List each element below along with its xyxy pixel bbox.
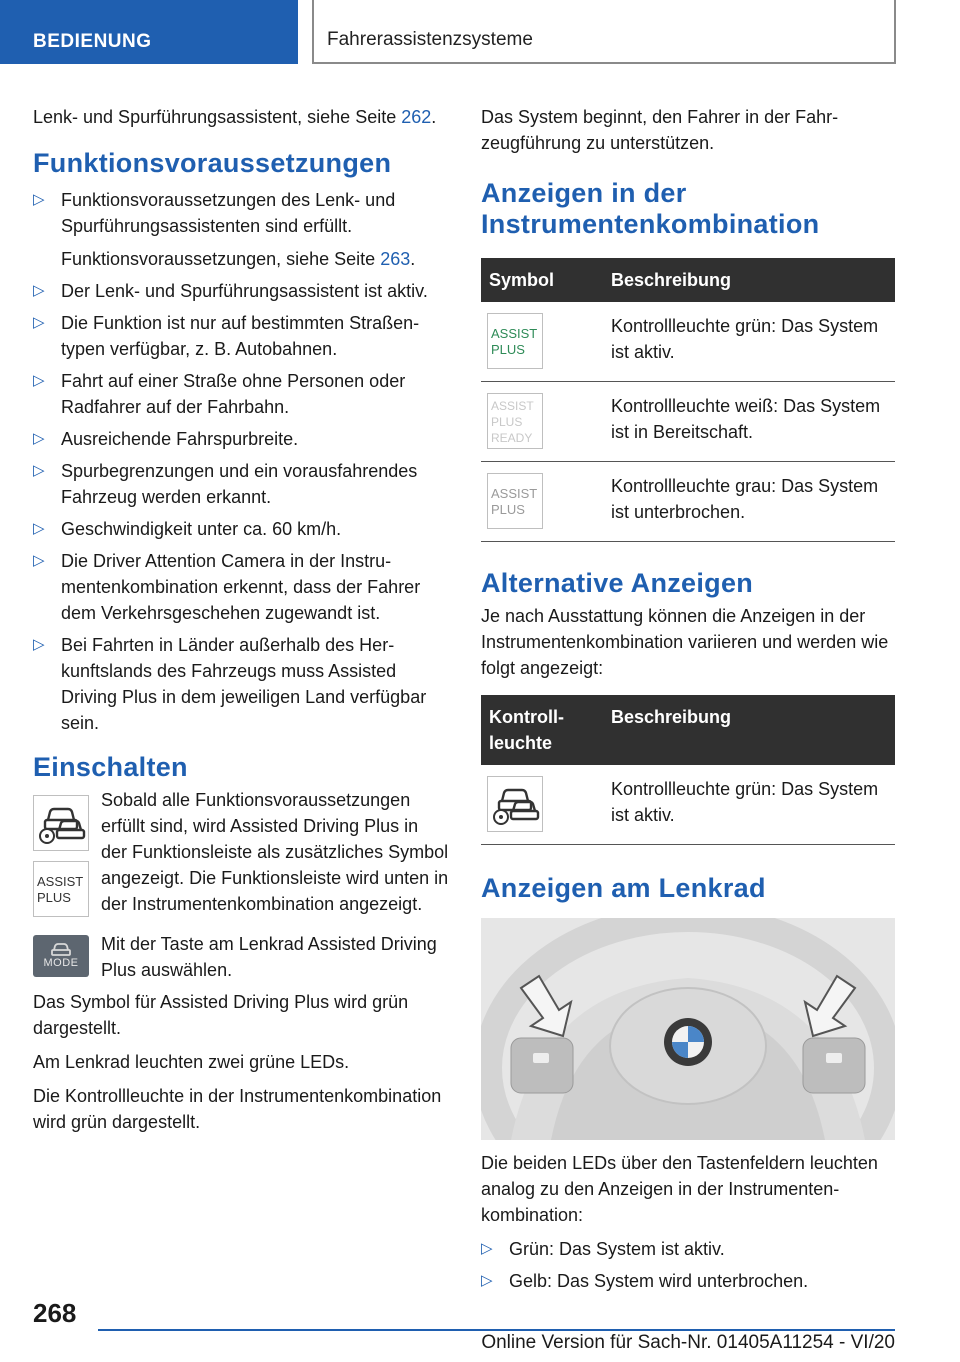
requirements-list [33, 187, 449, 736]
heading-alternative: Alternative Anzeigen [481, 568, 754, 598]
list-item-text: Funktionsvoraussetzungen des Lenk- und Spurführungsassistenten sind erfüllt. [61, 190, 396, 236]
page-link-263[interactable]: 263 [380, 249, 411, 269]
assist-text: ASSIST [491, 399, 534, 413]
list-item-text: Spurbegrenzungen und ein vorausfahrendes Fahrzeug werden erkannt. [61, 461, 418, 507]
footer-rule [98, 1329, 895, 1331]
description-cell: Kontrollleuchte grün: Das System ist aktiv. [603, 302, 895, 382]
col-symbol: Symbol [481, 258, 603, 302]
col-kontrollleuchte: Kontrollleuchte [481, 695, 603, 765]
led-list [481, 1236, 895, 1294]
assisted-driving-car-icon [487, 776, 543, 832]
triangle-bullet-icon: ▷ [33, 191, 45, 208]
heading-einschalten: Einschalten [33, 752, 188, 782]
page-link-262[interactable]: 262 [401, 107, 432, 127]
heading-lenkrad: Anzeigen am Lenkrad [481, 873, 766, 903]
symbol-cell [481, 382, 603, 462]
table-row [481, 765, 895, 845]
assist-plus-icon [33, 861, 89, 917]
intro-end: . [431, 107, 437, 127]
mode-label: MODE [43, 956, 79, 969]
plus-text: PLUS [491, 502, 525, 517]
list-item [33, 426, 449, 452]
list-item-text: Die Driver Attention Camera in der Instrumentenkombination erkennt, dass der Fahrer dem Verkehrsgeschehen zugewandt ist. [61, 551, 421, 623]
left-column [33, 104, 449, 1143]
ready-text: READY [491, 431, 533, 445]
mode-button-icon [33, 935, 89, 977]
list-item [33, 310, 449, 362]
list-item-sub [61, 246, 449, 272]
sub-text: Funktionsvoraussetzungen, siehe Seite [61, 249, 381, 269]
list-item-text: Geschwindigkeit unter ca. 60 km/h. [61, 519, 342, 539]
list-item [33, 278, 449, 304]
table-row [481, 462, 895, 542]
list-item [33, 187, 449, 272]
list-item [33, 632, 449, 736]
right-column [481, 104, 895, 1300]
intro-paragraph: Das System beginnt, den Fahrer in der Fahrzeugführung zu unterstützen. [481, 107, 839, 153]
heading-anzeigen: Anzeigen in der Instrumentenkombination [481, 178, 820, 239]
mode-text: Mit der Taste am Lenkrad Assisted Driving Plus auswählen. [101, 934, 437, 980]
mode-block [33, 931, 449, 983]
assist-plus-grey-icon [487, 473, 543, 529]
paragraph: Am Lenkrad leuchten zwei grüne LEDs. [33, 1052, 350, 1072]
einschalten-icons [33, 787, 89, 917]
alternative-text: Je nach Ausstattung können die Anzeigen in der Instrumentenkombination variieren und werden wie folgt angezeigt: [481, 606, 889, 678]
indicator-table [481, 258, 895, 542]
symbol-cell [481, 462, 603, 542]
table-row [481, 302, 895, 382]
section-title: BEDIENUNG [33, 31, 152, 52]
paragraph: Das Symbol für Assisted Driving Plus wird grün dargestellt. [33, 992, 409, 1038]
description-cell: Kontrollleuchte grau: Das System ist unterbrochen. [603, 462, 895, 542]
triangle-bullet-icon: ▷ [481, 1272, 493, 1289]
list-item [33, 368, 449, 420]
assist-plus-green-icon [487, 313, 543, 369]
plus-text: PLUS [491, 342, 525, 357]
page-number: 268 [33, 1298, 77, 1328]
lenkrad-text: Die beiden LEDs über den Tastenfeldern leuchten analog zu den Anzeigen in der Instrumentenkombination: [481, 1153, 878, 1225]
list-item [481, 1268, 895, 1294]
paragraph: Die Kontrollleuchte in der Instrumentenkombination wird grün dargestellt. [33, 1086, 442, 1132]
steering-wheel-image [481, 918, 895, 1140]
chapter-tab [312, 0, 896, 64]
einschalten-text: Sobald alle Funktionsvoraussetzungen erfüllt sind, wird Assisted Driving Plus in der Funktionsleiste als zusätzliches Symbol angezeigt. Die Funktionsleiste wird unten in der Instrumentenkombination angezeigt. [101, 790, 449, 914]
list-item-text: Ausreichende Fahrspurbreite. [61, 429, 299, 449]
list-item-text: Bei Fahrten in Länder außerhalb des Herkunftslands des Fahrzeugs muss Assisted Driving Plus in dem jeweiligen Land verfügbar sein. [61, 635, 427, 733]
list-item-text: Grün: Das System ist aktiv. [509, 1239, 725, 1259]
plus-text: PLUS [491, 415, 523, 429]
list-item-text: Gelb: Das System wird unterbrochen. [509, 1271, 809, 1291]
triangle-bullet-icon: ▷ [33, 430, 45, 447]
assist-text: ASSIST [491, 486, 538, 501]
intro-paragraph [33, 104, 449, 130]
table-row [481, 382, 895, 462]
description-cell: Kontrollleuchte grün: Das System ist aktiv. [603, 765, 895, 845]
plus-text: PLUS [37, 890, 71, 905]
intro-text: Lenk- und Spurführungsassistent, siehe Seite [33, 107, 402, 127]
alternative-table [481, 695, 895, 845]
triangle-bullet-icon: ▷ [33, 520, 45, 537]
list-item-text: Fahrt auf einer Straße ohne Personen oder Radfahrer auf der Fahrbahn. [61, 371, 406, 417]
symbol-cell [481, 302, 603, 382]
assist-text: ASSIST [37, 874, 84, 889]
symbol-cell [481, 765, 603, 845]
list-item-text: Die Funktion ist nur auf bestimmten Straßentypen verfügbar, z. B. Autobahnen. [61, 313, 420, 359]
section-tab [0, 0, 298, 64]
triangle-bullet-icon: ▷ [33, 462, 45, 479]
triangle-bullet-icon: ▷ [481, 1240, 493, 1257]
col-description: Beschreibung [603, 258, 895, 302]
assist-text: ASSIST [491, 326, 538, 341]
chapter-title: Fahrerassistenzsysteme [327, 29, 533, 50]
triangle-bullet-icon: ▷ [33, 314, 45, 331]
triangle-bullet-icon: ▷ [33, 552, 45, 569]
sub-end: . [410, 249, 416, 269]
triangle-bullet-icon: ▷ [33, 282, 45, 299]
col-description: Beschreibung [603, 695, 895, 765]
list-item-text: Der Lenk- und Spurführungsassistent ist aktiv. [61, 281, 428, 301]
description-cell: Kontrollleuchte weiß: Das System ist in Bereitschaft. [603, 382, 895, 462]
assisted-driving-car-icon [33, 795, 89, 851]
list-item [481, 1236, 895, 1262]
einschalten-block [33, 787, 449, 917]
list-item [33, 458, 449, 510]
triangle-bullet-icon: ▷ [33, 636, 45, 653]
heading-funktionsvoraussetzungen: Funktionsvoraussetzungen [33, 148, 392, 178]
triangle-bullet-icon: ▷ [33, 372, 45, 389]
list-item [33, 548, 449, 626]
list-item [33, 516, 449, 542]
assist-plus-ready-icon [487, 393, 543, 449]
footer-online-version: Online Version für Sach-Nr. 01405A11254 - VI/20 [481, 1332, 895, 1353]
